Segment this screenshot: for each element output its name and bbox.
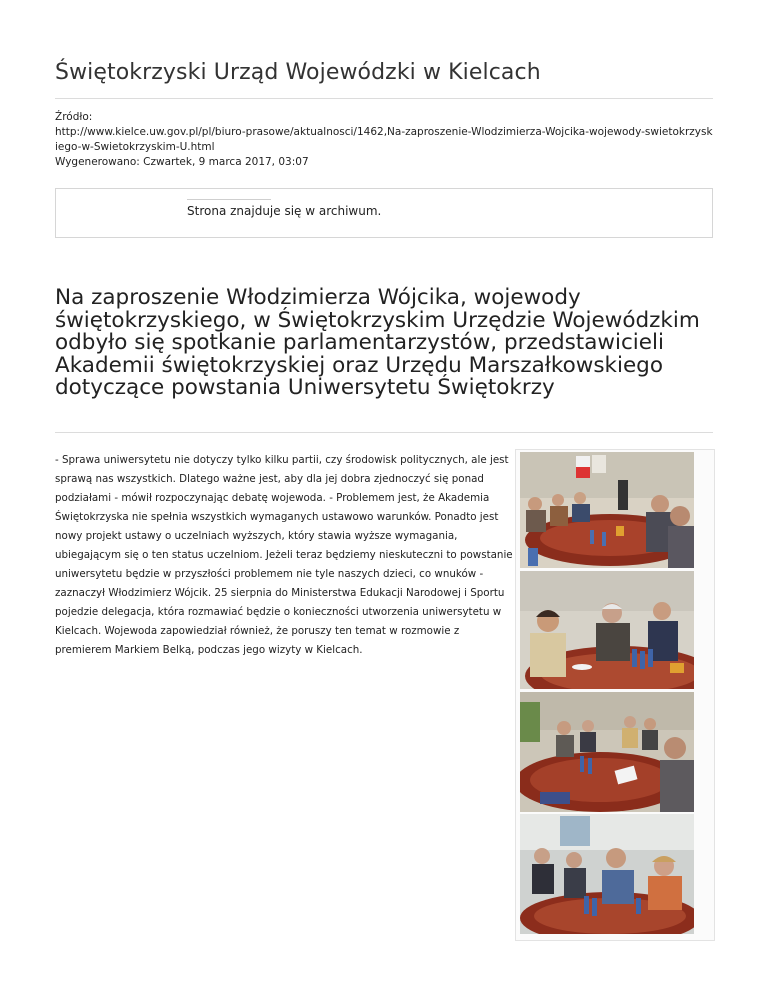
meeting-photo-1[interactable]	[520, 452, 694, 568]
source-label: Źródło:	[55, 111, 93, 123]
article-title: Na zaproszenie Włodzimierza Wójcika, wojewody świętokrzyskiego, w Świętokrzyskim Urzędzie Wojewódzkim odbyło się spotkanie parlamentarzystów, przedstawicieli Akademii świętokrzyskiej oraz Urzędu Marszałkowskiego dotyczące powstania Uniwersytetu Świętokrzy	[55, 285, 700, 400]
photo-gallery	[515, 449, 715, 941]
header-divider	[55, 98, 713, 99]
meeting-photo-3[interactable]	[520, 692, 694, 812]
article-body: - Sprawa uniwersytetu nie dotyczy tylko kilku partii, czy środowisk politycznych, ale jest sprawą nas wszystkich. Dlatego ważne jest, aby dla jej dobra zjednoczyć się ponad podziałami - mówił rozpoczynając debatę wojewoda. - Problemem jest, że Akademia Świętokrzyska nie spełnia wszystkich wymaganych ustawowo warunków. Ponadto jest nowy projekt ustawy o uczelniach wyższych, który stawia wyższe wymagania, ubiegającym się o ten status uczelniom. Jeżeli teraz będziemy nieskuteczni to powstanie uniwersytetu będzie w przyszłości problemem nie tyle naszych dzieci, co wnuków - zaznaczył Włodzimierz Wójcik. 25 sierpnia do Ministerstwa Edukacji Narodowej i Sportu pojedzie delegacja, która rozmawiać będzie o konieczności utworzenia uniwersytetu w Kielcach. Wojewoda zapowiedział również, że poruszy ten temat w rozmowie z premierem Markiem Belką, podczas jego wizyty w Kielcach.	[55, 454, 513, 656]
title-divider	[55, 432, 713, 433]
source-url[interactable]: http://www.kielce.uw.gov.pl/pl/biuro-prasowe/aktualnosci/1462,Na-zaproszenie-Wlodzimierza-Wojcika-wojewody-swietokrzyskiego-w-Swietokrzyskim-U.html	[55, 126, 713, 153]
archive-divider	[187, 199, 271, 200]
meeting-photo-2[interactable]	[520, 571, 694, 689]
source-info	[55, 110, 715, 170]
generated-date: Wygenerowano: Czwartek, 9 marca 2017, 03:07	[55, 156, 309, 168]
site-title: Świętokrzyski Urząd Wojewódzki w Kielcach	[55, 60, 541, 85]
archive-notice-box	[55, 188, 713, 238]
archive-notice: Strona znajduje się w archiwum.	[187, 204, 382, 218]
meeting-photo-4[interactable]	[520, 814, 694, 934]
